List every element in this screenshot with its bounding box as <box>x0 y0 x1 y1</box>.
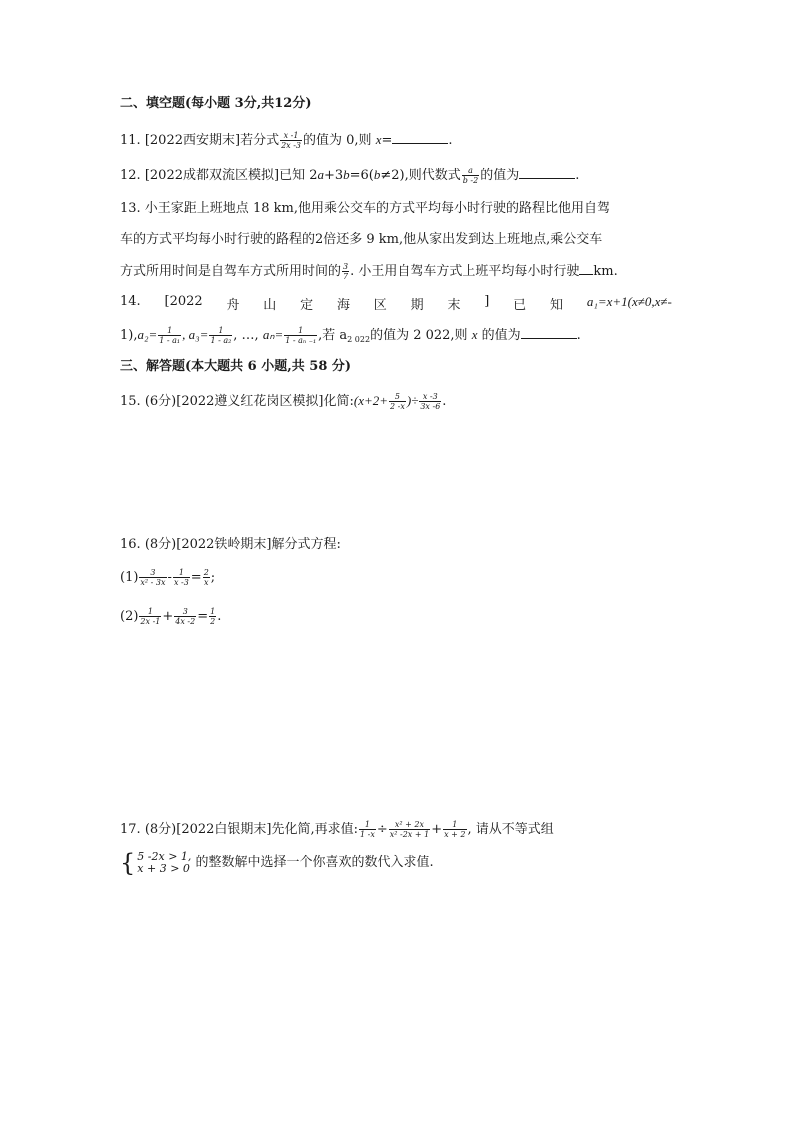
question-14-line-1 <box>120 294 672 313</box>
fraction-denominator: x + 2 <box>444 830 466 839</box>
question-text: . <box>448 133 453 148</box>
question-16 <box>120 537 341 553</box>
fraction-numerator: 2 <box>203 568 209 577</box>
operator: - <box>167 570 172 585</box>
sequence-term: aₙ= <box>262 327 284 342</box>
fraction <box>173 568 190 587</box>
fraction <box>158 326 181 345</box>
question-text: 已知 2 <box>279 168 318 183</box>
fraction <box>139 607 161 626</box>
fraction-numerator: x -3 <box>422 392 438 401</box>
fraction-denominator: x² -2x + 1 <box>389 830 430 839</box>
question-source: [2022成都双流区模拟] <box>144 168 280 183</box>
condition-expression: a₁=x+1(x≠0,x≠- <box>586 294 672 309</box>
answer-blank[interactable] <box>521 338 577 339</box>
fraction-numerator: a <box>468 166 473 175</box>
fraction-denominator: b -2 <box>462 176 479 185</box>
fraction-denominator: 4x -2 <box>175 617 196 626</box>
question-number: 17. <box>120 822 141 837</box>
fraction-numerator: 1 <box>210 607 216 616</box>
question-text: 若分式 <box>240 133 280 148</box>
part-label: (1) <box>120 570 139 585</box>
brace-icon: { <box>120 848 136 877</box>
question-13-line-1 <box>120 201 610 217</box>
question-text: ,若 a <box>318 328 348 343</box>
question-number: 11. <box>120 133 141 148</box>
question-text: 方式所用时间是自驾车方式所用时间的 <box>120 264 342 279</box>
question-text: ; <box>210 570 216 585</box>
fraction-denominator: x -3 <box>173 578 189 587</box>
question-number: 15. <box>120 394 141 409</box>
question-text: . <box>442 394 447 409</box>
question-source: 舟 <box>226 298 240 313</box>
question-text: (8分)[2022铁岭期末]解分式方程: <box>144 537 341 552</box>
question-source: 山 <box>263 298 277 313</box>
operator: = <box>190 570 202 585</box>
fraction-numerator: 1 <box>452 820 458 829</box>
fraction <box>389 820 430 839</box>
question-source: 末 <box>447 298 461 313</box>
fraction <box>209 607 216 626</box>
question-text: . <box>576 328 581 343</box>
fraction-denominator: 1 - a₂ <box>210 336 232 345</box>
fraction-denominator: 1 - a₁ <box>159 336 181 345</box>
question-text: 已 <box>513 298 527 313</box>
fraction-denominator: 7 <box>343 272 349 281</box>
fraction-numerator: 1 <box>218 326 224 335</box>
fraction <box>280 131 302 150</box>
question-text: (8分)[2022白银期末]先化简,再求值: <box>144 822 358 837</box>
fraction-numerator: 1 <box>147 607 153 616</box>
question-15 <box>120 392 446 411</box>
question-text: 车的方式平均每小时行驶的路程的2倍还多 9 km,他从家出发到达上班地点,乘公交车 <box>120 232 603 247</box>
question-text: 的值为 0,则 <box>303 133 376 148</box>
question-source: ] <box>484 294 490 309</box>
question-text: 1), <box>120 328 138 343</box>
fraction-denominator: x <box>203 578 209 587</box>
inequality-system <box>137 851 191 875</box>
question-14-line-2 <box>120 326 581 348</box>
fraction-numerator: 1 <box>364 820 370 829</box>
question-11 <box>120 131 453 150</box>
question-text: =6( <box>349 168 374 183</box>
fraction-denominator: 2x -3 <box>281 141 302 150</box>
fraction <box>443 820 466 839</box>
fraction <box>174 607 196 626</box>
fraction <box>419 392 441 411</box>
variable: b <box>373 167 381 182</box>
question-16-part-2 <box>120 607 221 626</box>
question-text: 知 <box>549 298 563 313</box>
fraction-denominator: x² - 3x <box>140 578 166 587</box>
operator: + <box>162 609 174 624</box>
question-text: 的值为 2 022,则 <box>370 328 472 343</box>
question-12 <box>120 166 579 185</box>
fraction-denominator: 2x -1 <box>140 617 161 626</box>
variable: x <box>375 132 382 147</box>
expression: (x+2+ <box>353 393 389 408</box>
fraction-numerator: 3 <box>150 568 156 577</box>
fraction-numerator: 1 <box>178 568 184 577</box>
question-text: . <box>217 609 222 624</box>
question-text: ≠2),则代数式 <box>380 168 461 183</box>
variable: b <box>343 167 350 182</box>
question-text: . <box>575 168 580 183</box>
section-heading-fill-in <box>120 96 312 112</box>
fraction <box>139 568 166 587</box>
expression: )÷ <box>406 393 419 408</box>
answer-blank[interactable] <box>579 274 593 275</box>
fraction <box>389 392 406 411</box>
variable: x <box>471 327 478 342</box>
answer-blank[interactable] <box>392 143 448 144</box>
section-heading-text: 二、填空题(每小题 3分,共12分) <box>120 96 312 111</box>
question-13-line-2 <box>120 232 602 248</box>
fraction-numerator: x -1 <box>283 131 299 140</box>
question-text: +3 <box>323 168 344 183</box>
fraction-numerator: 3 <box>182 607 188 616</box>
sequence-term: , a₃= <box>182 327 209 342</box>
question-source: 期 <box>410 298 424 313</box>
question-text: (6分)[2022遵义红花岗区模拟]化简: <box>144 394 354 409</box>
fraction <box>209 326 232 345</box>
question-16-part-1 <box>120 568 215 587</box>
question-text: 的值为 <box>480 168 520 183</box>
question-number: 14. <box>120 294 141 309</box>
fraction-numerator: 1 <box>167 326 173 335</box>
question-source: 定 <box>300 298 314 313</box>
question-13-line-3 <box>120 262 618 281</box>
question-17 <box>120 820 554 839</box>
fraction-numerator: 1 <box>298 326 304 335</box>
section-heading-solutions <box>120 359 351 375</box>
fraction-denominator: 2 <box>210 617 216 626</box>
fraction <box>462 166 479 185</box>
question-source: 区 <box>373 298 387 313</box>
answer-blank[interactable] <box>519 178 575 179</box>
operator: ÷ <box>376 822 388 837</box>
fraction-denominator: 2 -x <box>390 402 405 411</box>
question-17-line-2 <box>120 850 434 876</box>
fraction-denominator: 1 -x <box>359 830 375 839</box>
part-label: (2) <box>120 609 139 624</box>
subscript: 2 022 <box>347 335 371 344</box>
question-text: = <box>381 133 393 148</box>
question-source: [2022 <box>164 294 203 309</box>
question-source: [2022西安期末] <box>144 133 241 148</box>
question-text: km. <box>593 264 618 279</box>
question-source: 海 <box>336 298 350 313</box>
inequality-1: 5 -2x > 1, <box>137 849 192 863</box>
question-text: , …, <box>233 328 263 343</box>
question-number: 16. <box>120 537 141 552</box>
question-text: , 请从不等式组 <box>467 822 554 837</box>
fraction-numerator: 3 <box>343 262 349 271</box>
question-text: . 小王用自驾车方式上班平均每小时行驶 <box>350 264 580 279</box>
fraction-numerator: 5 <box>394 392 400 401</box>
fraction-denominator: 3x -6 <box>420 402 441 411</box>
fraction-numerator: x² + 2x <box>394 820 425 829</box>
sequence-term: a₂= <box>137 327 158 342</box>
question-text: 13. 小王家距上班地点 18 km,他用乘公交车的方式平均每小时行驶的路程比他用自驾 <box>120 201 610 216</box>
section-heading-text: 三、解答题(本大题共 6 小题,共 58 分) <box>120 359 352 374</box>
question-text: 的值为 <box>477 328 521 343</box>
fraction <box>284 326 317 345</box>
inequality-2: x + 3 > 0 <box>137 861 190 875</box>
fraction <box>359 820 376 839</box>
fraction <box>203 568 210 587</box>
operator: + <box>431 822 443 837</box>
variable: a <box>317 167 324 182</box>
question-number: 12. <box>120 168 141 183</box>
operator: = <box>197 609 209 624</box>
question-text: 的整数解中选择一个你喜欢的数代入求值. <box>195 855 434 870</box>
fraction <box>342 262 349 281</box>
fraction-denominator: 1 - aₙ ₋₁ <box>285 336 317 345</box>
